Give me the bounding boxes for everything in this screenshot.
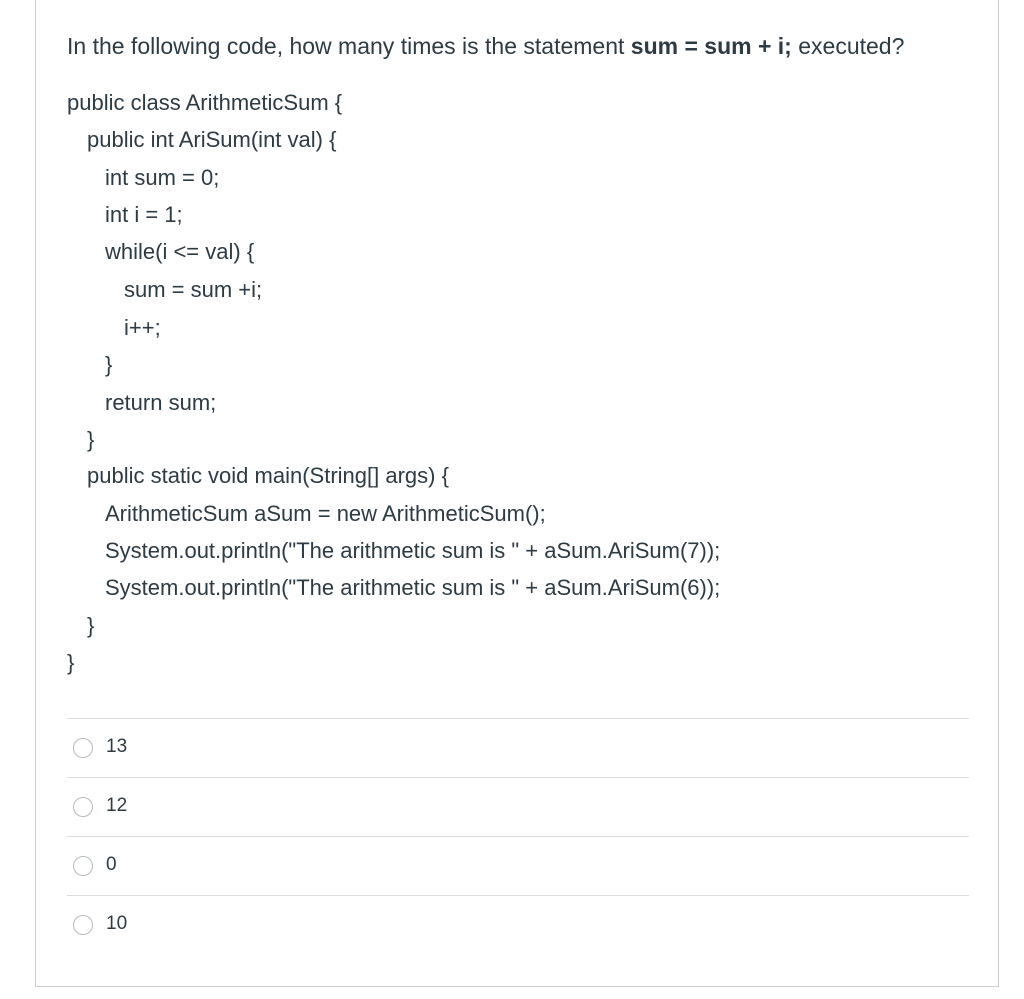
answer-option[interactable] xyxy=(67,718,969,777)
code-line: System.out.println("The arithmetic sum is " + aSum.AriSum(6)); xyxy=(105,575,721,600)
question-suffix: executed? xyxy=(791,33,905,59)
code-line: return sum; xyxy=(105,390,217,415)
code-line: } xyxy=(87,613,95,638)
question-prefix: In the following code, how many times is the statement xyxy=(67,33,631,59)
code-line: ArithmeticSum aSum = new ArithmeticSum(); xyxy=(105,501,546,526)
answer-list xyxy=(67,718,969,954)
code-line: } xyxy=(105,352,113,377)
answer-option[interactable] xyxy=(67,777,969,836)
answer-label[interactable]: 13 xyxy=(106,736,128,757)
radio-button[interactable] xyxy=(73,797,93,817)
answer-label[interactable]: 10 xyxy=(106,913,128,934)
code-line: int sum = 0; xyxy=(105,165,220,190)
question-highlight: sum = sum + i; xyxy=(630,33,792,59)
code-line: i++; xyxy=(124,315,161,340)
code-line: public int AriSum(int val) { xyxy=(87,127,337,152)
code-line: while(i <= val) { xyxy=(105,239,255,264)
question-text xyxy=(67,30,904,62)
code-line: sum = sum +i; xyxy=(124,277,263,302)
answer-option[interactable] xyxy=(67,895,969,954)
radio-button[interactable] xyxy=(73,738,93,758)
answer-label[interactable]: 12 xyxy=(106,795,128,816)
radio-button[interactable] xyxy=(73,856,93,876)
radio-button[interactable] xyxy=(73,915,93,935)
code-line: int i = 1; xyxy=(105,202,183,227)
code-line: public class ArithmeticSum { xyxy=(67,90,343,115)
code-line: public static void main(String[] args) { xyxy=(87,463,449,488)
code-line: } xyxy=(87,427,95,452)
answer-label[interactable]: 0 xyxy=(106,854,117,875)
code-line: System.out.println("The arithmetic sum is " + aSum.AriSum(7)); xyxy=(105,538,721,563)
code-line: } xyxy=(67,650,75,675)
answer-option[interactable] xyxy=(67,836,969,895)
